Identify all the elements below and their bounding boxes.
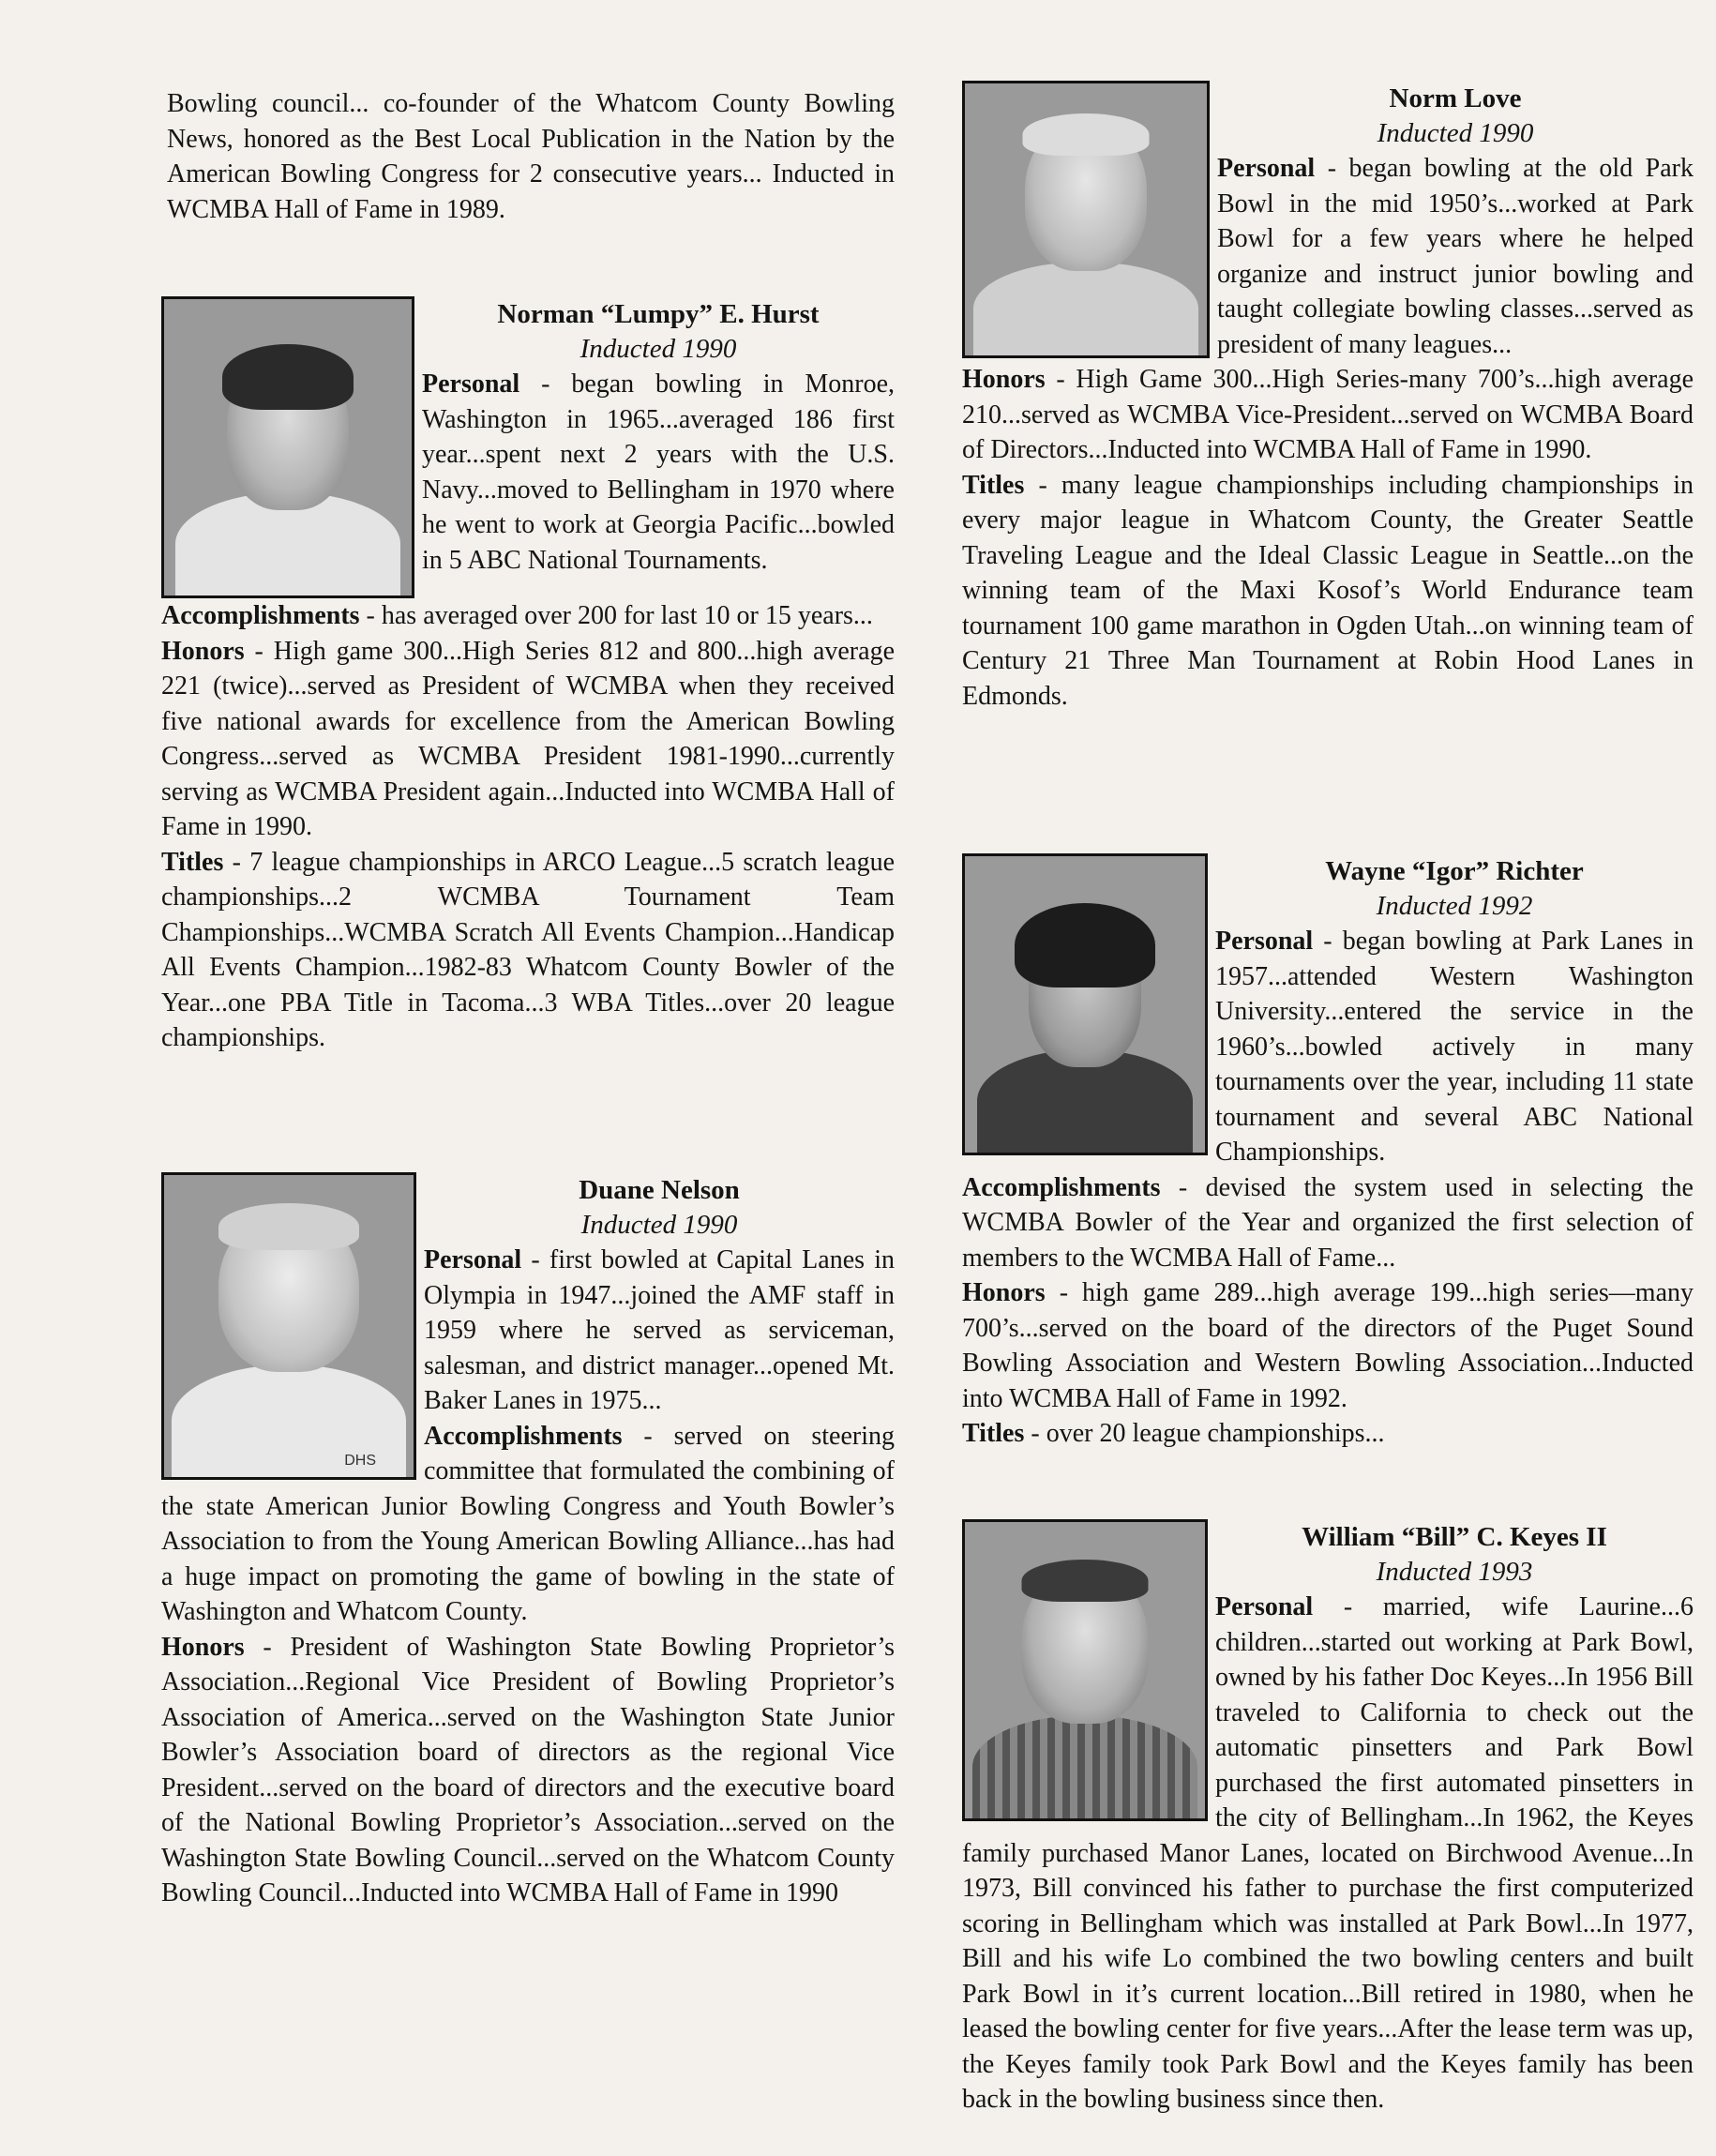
section-label: Accomplishments [962,1172,1161,1202]
section-honors: Honors - President of Washington State Bowling Proprietor’s Association...Regional Vice President of Bowling Proprietor’s Association of America...served on the Washington State Junior Bowler’s Association board of directors as the regional Vice President...served on the board of directors and the executive board of the National Bowling Proprietor’s Association...served on the Washington State Bowling Council...served on the Whatcom County Bowling Council...Inducted into WCMBA Hall of Fame in 1990 [161,1632,895,1907]
section-accomplishments: Accomplishments - devised the system used in selecting the WCMBA Bowler of the Year and organized the first selection of members to the WCMBA Hall of Fame... [962,1172,1693,1273]
portrait-photo-keyes [962,1519,1208,1821]
section-text: served on steering committee that formulated the combining of the state American Junior Bowling Congress and Youth Bowler’s Association to from the Young American Bowling Alliance...has had a huge impact on promoting the game of bowling in the state of Washington and Whatcom County. [161,1421,895,1626]
inductee-name: Norman “Lumpy” E. Hurst [497,299,820,329]
section-honors: Honors - high game 289...high average 199...high series—many 700’s...served on the board of the directors of the Puget Sound Bowling Association and Western Bowling Association...Inducted into WCMBA Hall of Fame in 1992. [962,1278,1694,1413]
section-honors: Honors - High game 300...High Series 812 and 800...high average 221 (twice)...served as President of WCMBA when they received five national awards for excellence from the American Bowling Congress...served as WCMBA President 1981-1990...currently serving as WCMBA President again...Inducted into WCMBA Hall of Fame in 1990. [161,636,895,841]
section-label: Personal [1217,154,1316,183]
section-text: President of Washington State Bowling Proprietor’s Association...Regional Vice President of Bowling Proprietor’s Association of America...served on the Washington State Junior Bowler’s Association board of directors as the regional Vice President...served on the board of directors and the executive board of the National Bowling Proprietor’s Association...served on the Washington State Bowling Council...served on the Whatcom County Bowling Council...Inducted into WCMBA Hall of Fame in 1990 [161,1632,895,1907]
section-personal: Personal - married, wife Laurine...6 children...started out working at Park Bowl, owned by his father Doc Keyes...In 1956 Bill traveled to California to check out the automatic pinsetters and Park Bowl purchased the first automated pinsetters in the city of Bellingham...In 1962, the Keyes family purchased Manor Lanes, located on Birchwood Avenue...In 1973, Bill convinced his father to purchase the first computerized scoring in Bellingham which was installed at Park Bowl...In 1977, Bill and his wife Lo combined the two bowling centers and built Park Bowl in it’s current location...Bill retired in 1980, when he leased the bowling center for five years...After the lease term was up, the Keyes family took Park Bowl and the Keyes family has been back in the bowling business since then. [962,1592,1693,2114]
section-text: 7 league championships in ARCO League...5 scratch league championships...2 WCMBA Tournament Team Championships...WCMBA Scratch All Events Champion...Handicap All Events Champion...1982-83 Whatcom County Bowler of the Year...one PBA Title in Tacoma...3 WBA Titles...over 20 league championships. [161,847,895,1052]
inducted-year: Inducted 1990 [580,334,737,364]
section-label: Accomplishments [161,601,360,630]
section-label: Personal [422,369,520,399]
entry-duane-nelson [161,1172,895,1911]
inductee-name: William “Bill” C. Keyes II [1302,1522,1607,1552]
section-label: Personal [1215,1592,1314,1621]
section-label: Personal [1215,927,1314,956]
section-text: began bowling at Park Lanes in 1957...attended Western Washington University...entered the service in the 1960’s...bowled actively in many tournaments over the year, including 11 state tournament and several ABC National Championships. [1215,927,1693,1167]
inducted-year: Inducted 1990 [580,1210,738,1240]
section-text: married, wife Laurine...6 children...started out working at Park Bowl, owned by his father Doc Keyes...In 1956 Bill traveled to California to check out the automatic pinsetters and Park Bowl purchased the first automated pinsetters in the city of Bellingham...In 1962, the Keyes family purchased Manor Lanes, located on Birchwood Avenue...In 1973, Bill convinced his father to purchase the first computerized scoring in Bellingham which was installed at Park Bowl...In 1977, Bill and his wife Lo combined the two bowling centers and built Park Bowl in it’s current location...Bill retired in 1980, when he leased the bowling center for five years...After the lease term was up, the Keyes family took Park Bowl and the Keyes family has been back in the bowling business since then. [962,1592,1693,2114]
section-personal: Personal - began bowling at the old Park Bowl in the mid 1950’s...worked at Park Bowl for a few years where he helped organize and instruct junior bowling and taught collegiate bowling classes...served as president of many leagues... [1217,154,1694,359]
section-personal: Personal - first bowled at Capital Lanes in Olympia in 1947...joined the AMF staff in 1959 where he served as serviceman, salesman, and district manager...opened Mt. Baker Lanes in 1975... [424,1245,895,1415]
section-text: over 20 league championships... [1046,1419,1385,1448]
section-label: Honors [962,1278,1046,1307]
section-text: began bowling at the old Park Bowl in the mid 1950’s...worked at Park Bowl for a few years where he helped organize and instruct junior bowling and taught collegiate bowling classes...served as president of many leagues... [1217,154,1694,359]
section-text: High game 300...High Series 812 and 800...high average 221 (twice)...served as President of WCMBA when they received five national awards for excellence from the American Bowling Congress...served as WCMBA President 1981-1990...currently serving as WCMBA President again...Inducted into WCMBA Hall of Fame in 1990. [161,636,895,841]
section-label: Titles [962,1419,1025,1448]
entry-wayne-richter [962,853,1693,1452]
section-personal: Personal - began bowling at Park Lanes in 1957...attended Western Washington University...entered the service in the 1960’s...bowled actively in many tournaments over the year, including 11 state tournament and several ABC National Championships. [1215,927,1693,1167]
section-accomplishments: Accomplishments - served on steering committee that formulated the combining of the state American Junior Bowling Congress and Youth Bowler’s Association to from the Young American Bowling Alliance...has had a huge impact on promoting the game of bowling in the state of Washington and Whatcom County. [161,1421,895,1626]
section-text: high game 289...high average 199...high series—many 700’s...served on the board of the directors of the Puget Sound Bowling Association and Western Bowling Association...Inducted into WCMBA Hall of Fame in 1992. [962,1278,1694,1413]
inductee-name: Duane Nelson [579,1175,740,1205]
section-titles: Titles - many league championships including championships in every major league in Whatcom County, the Greater Seattle Traveling League and the Ideal Classic League in Seattle...on the winning team of the Maxi Kosof’s World Endurance team tournament 100 game marathon in Ogden Utah...on winning team of Century 21 Three Man Tournament at Robin Hood Lanes in Edmonds. [962,470,1693,711]
section-titles: Titles - over 20 league championships... [962,1419,1385,1448]
photo-credit-mark: DHS [344,1453,376,1469]
portrait-photo-love [962,81,1210,358]
section-text: devised the system used in selecting the WCMBA Bowler of the Year and organized the first selection of members to the WCMBA Hall of Fame... [962,1172,1693,1273]
inductee-name: Wayne “Igor” Richter [1325,856,1584,886]
section-label: Accomplishments [424,1421,623,1451]
section-accomplishments: Accomplishments - has averaged over 200 for last 10 or 15 years... [161,601,873,630]
section-honors: Honors - High Game 300...High Series-many 700’s...high average 210...served as WCMBA Vice-President...served on WCMBA Board of Directors...Inducted into WCMBA Hall of Fame in 1990. [962,365,1694,464]
portrait-photo-nelson [161,1172,416,1480]
section-label: Honors [161,1632,245,1662]
section-label: Honors [161,636,245,666]
section-personal: Personal - began bowling in Monroe, Washington in 1965...averaged 186 first year...spent next 2 years with the U.S. Navy...moved to Bellingham in 1970 where he went to work at Georgia Pacific...bowled in 5 ABC National Tournaments. [422,369,896,575]
entry-norman-hurst [161,296,895,1056]
section-text: High Game 300...High Series-many 700’s...high average 210...served as WCMBA Vice-President...served on WCMBA Board of Directors...Inducted into WCMBA Hall of Fame in 1990. [962,365,1694,464]
portrait-photo-richter [962,853,1208,1155]
inductee-name: Norm Love [1389,83,1522,113]
inducted-year: Inducted 1992 [1376,891,1533,921]
intro-paragraph: Bowling council... co-founder of the Whatcom County Bowling News, honored as the Best Local Publication in the Nation by the American Bowling Congress for 2 consecutive years... Inducted in WCMBA Hall of Fame in 1989. [167,89,895,224]
inducted-year: Inducted 1990 [1377,118,1534,148]
section-text: first bowled at Capital Lanes in Olympia in 1947...joined the AMF staff in 1959 where he served as serviceman, salesman, and district manager...opened Mt. Baker Lanes in 1975... [424,1245,895,1415]
section-label: Titles [161,847,224,877]
entry-norm-love [962,81,1693,714]
section-label: Honors [962,365,1046,394]
section-label: Titles [962,470,1025,500]
section-text: has averaged over 200 for last 10 or 15 years... [381,601,873,630]
section-label: Personal [424,1245,522,1274]
inducted-year: Inducted 1993 [1376,1557,1533,1587]
section-text: many league championships including championships in every major league in Whatcom County, the Greater Seattle Traveling League and the Ideal Classic League in Seattle...on the winning team of the Maxi Kosof’s World Endurance team tournament 100 game marathon in Ogden Utah...on winning team of Century 21 Three Man Tournament at Robin Hood Lanes in Edmonds. [962,470,1693,711]
portrait-photo-hurst [161,296,414,598]
section-text: began bowling in Monroe, Washington in 1965...averaged 186 first year...spent next 2 years with the U.S. Navy...moved to Bellingham in 1970 where he went to work at Georgia Pacific...bowled in 5 ABC National Tournaments. [422,369,896,575]
entry-bill-keyes [962,1519,1693,2118]
section-titles: Titles - 7 league championships in ARCO League...5 scratch league championships...2 WCMBA Tournament Team Championships...WCMBA Scratch All Events Champion...Handicap All Events Champion...1982-83 Whatcom County Bowler of the Year...one PBA Title in Tacoma...3 WBA Titles...over 20 league championships. [161,847,895,1052]
